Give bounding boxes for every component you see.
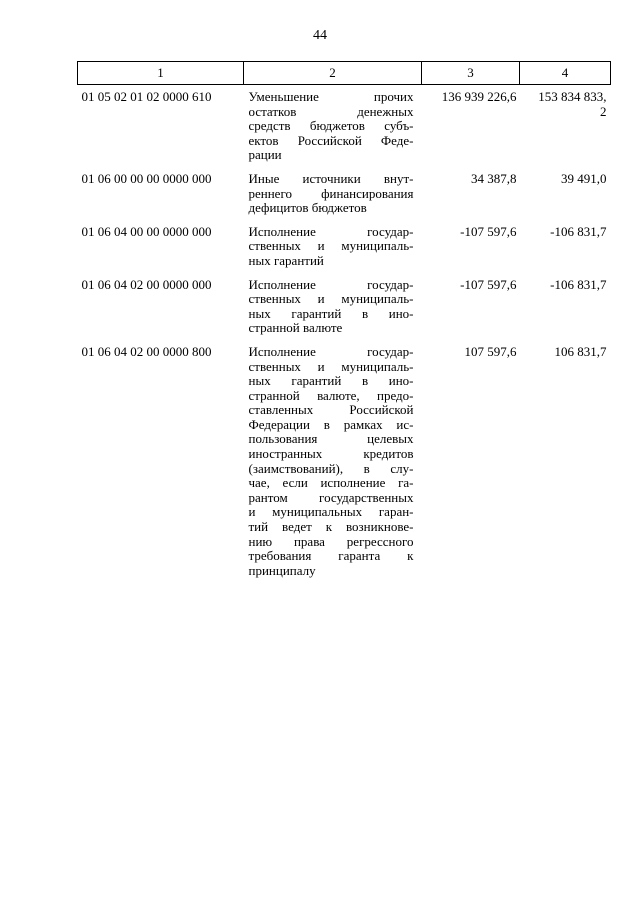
amount-col3-cell: 136 939 226,6 [441,89,517,104]
amount-col3-cell: 107 597,6 [464,343,517,359]
source-name-line: ставленных Российской [248,402,414,418]
source-name-cell [244,340,422,583]
budget-code-cell: 01 06 04 00 00 0000 000 [81,223,212,239]
amount-col4-cell [520,273,611,340]
table-row [78,85,611,167]
column-header: 1 [78,62,244,85]
source-name-line: ственных и муниципаль- [248,238,414,254]
budget-code-cell: 01 05 02 01 02 0000 610 [81,89,212,104]
source-name-line: (заимствований), в слу- [248,460,414,476]
source-name-line: Уменьшение прочих [248,89,414,104]
source-name-line: пользования целевых [248,431,414,447]
source-name-cell [244,167,422,220]
page-number: 44 [313,28,327,43]
source-name-line: иностранных кредитов [248,446,414,462]
source-name-line: ственных и муниципаль- [248,358,414,374]
table-row [78,167,611,220]
source-name-line: рантом государственных [248,489,414,505]
amount-col4-cell [520,220,611,273]
source-name-line: Федерации в рамках ис- [248,416,414,432]
source-name-line: тий ведет к возникнове- [248,519,414,535]
source-name-line: ектов Российской Феде- [248,132,414,148]
source-name-line: Исполнение государ- [248,343,414,359]
amount-col4-cell [520,167,611,220]
source-name-line: странной валюте [248,320,343,336]
budget-code-cell: 01 06 00 00 00 0000 000 [81,170,212,186]
source-name-cell [244,85,422,167]
amount-col4-line: 153 834 833, [538,89,607,104]
source-name-line: требования гаранта к [248,548,414,564]
source-name-line: принципалу [248,562,316,578]
table-row [78,273,611,340]
amount-col4-cell [520,85,611,167]
amount-col3-cell: 34 387,8 [471,170,517,186]
amount-col4-line: 39 491,0 [561,170,607,186]
source-name-line: ственных и муниципаль- [248,291,414,307]
budget-code-cell: 01 06 04 02 00 0000 800 [81,343,212,359]
source-name-line: ных гарантий в ино- [248,305,414,321]
amount-col4-line: -106 831,7 [550,276,607,292]
source-name-line: остатков денежных [248,103,414,119]
source-name-line: рации [248,147,282,163]
source-name-line: нию права регрессного [248,533,414,549]
table-row [78,340,611,583]
source-name-line: реннего финансирования [248,185,414,201]
source-name-line: ных гарантий [248,252,324,268]
column-header: 3 [422,62,520,85]
column-header: 4 [520,62,611,85]
amount-col4-line: -106 831,7 [550,223,607,239]
budget-code-cell: 01 06 04 02 00 0000 000 [81,276,212,292]
table-header-row [78,62,611,85]
source-name-line: чае, если исполнение га- [248,475,414,491]
source-name-line: Иные источники внут- [248,170,414,186]
source-name-cell [244,220,422,273]
amount-col4-line: 106 831,7 [554,343,607,359]
amount-col4-cell [520,340,611,583]
column-header: 2 [244,62,422,85]
table-row [78,220,611,273]
amount-col3-cell: -107 597,6 [460,276,517,292]
source-name-line: ных гарантий в ино- [248,373,414,389]
budget-sources-table [77,61,611,582]
source-name-line: странной валюте, предо- [248,387,414,403]
source-name-line: дефицитов бюджетов [248,200,367,216]
source-name-line: Исполнение государ- [248,276,414,292]
source-name-cell [244,273,422,340]
amount-col4-line: 2 [600,103,607,119]
source-name-line: Исполнение государ- [248,223,414,239]
source-name-line: средств бюджетов субъ- [248,118,414,134]
amount-col3-cell: -107 597,6 [460,223,517,239]
source-name-line: и муниципальных гаран- [248,504,414,520]
